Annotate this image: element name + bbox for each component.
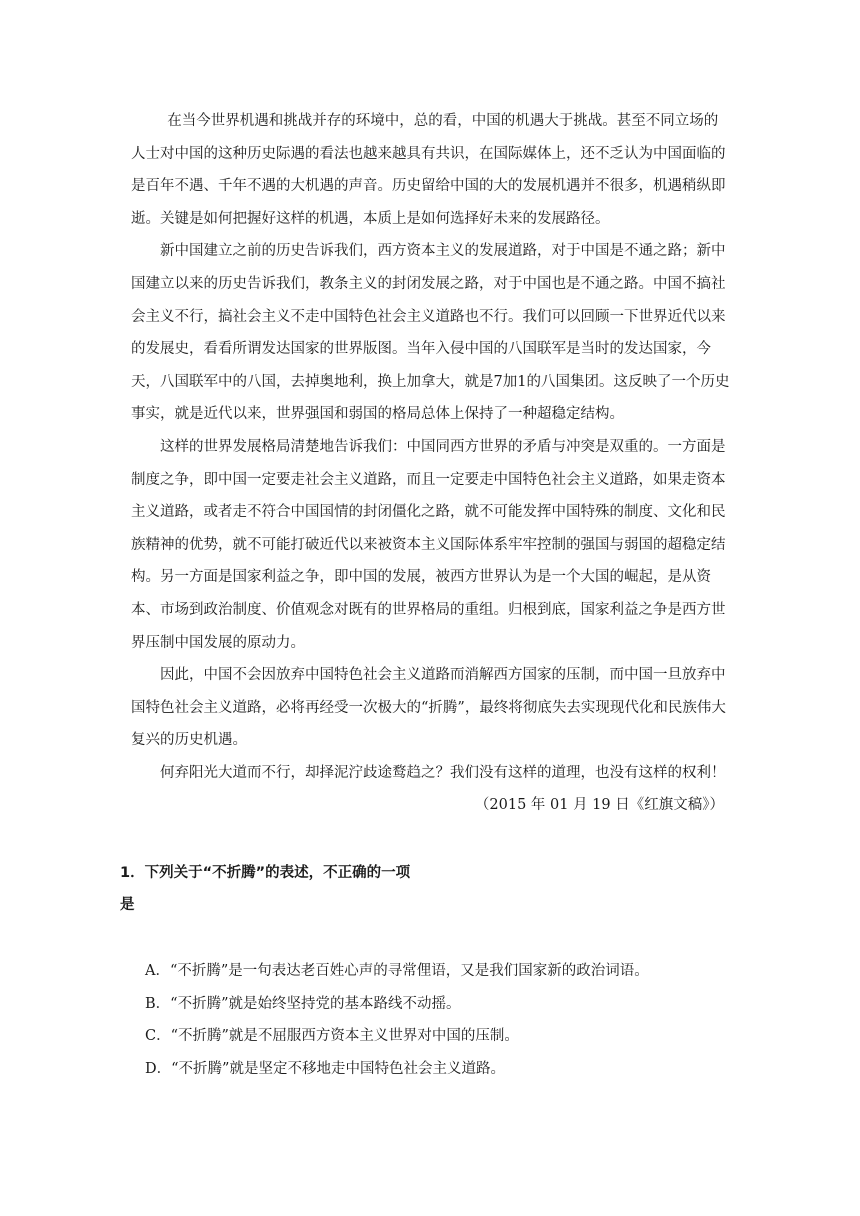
question-stem-continued: 是: [120, 897, 135, 913]
article-paragraph-1: 在当今世界机遇和挑战并存的环境中，总的看，中国的机遇大于挑战。甚至不同立场的人士对中国的这种历史际遇的看法也越来越具有共识，在国际媒体上，还不乏认为中国面临的是百年不遇、千年不遇的大机遇的声音。历史留给中国的大的发展机遇并不很多，机遇稍纵即逝。关键是如何把握好这样的机遇，本质上是如何选择好未来的发展路径。: [131, 113, 726, 227]
option-a: A．“不折腾”是一句表达老百姓心声的寻常俚语，又是我们国家新的政治词语。: [145, 963, 649, 979]
article-body: [131, 105, 731, 822]
answer-options: [145, 955, 745, 1085]
question-stem: 1．下列关于“不折腾”的表述，不正确的一项: [120, 865, 411, 881]
article-paragraph-4: 因此，中国不会因放弃中国特色社会主义道路而消解西方国家的压制，而中国一旦放弃中国特色社会主义道路，必将再经受一次极大的“折腾”，最终将彻底失去实现现代化和民族伟大复兴的历史机遇。: [131, 667, 726, 749]
option-c: C．“不折腾”就是不屈服西方资本主义世界对中国的压制。: [145, 1028, 519, 1044]
article-paragraph-3: 这样的世界发展格局清楚地告诉我们：中国同西方世界的矛盾与冲突是双重的。一方面是制度之争，即中国一定要走社会主义道路，而且一定要走中国特色社会主义道路，如果走资本主义道路，或者走不符合中国国情的封闭僵化之路，就不可能发挥中国特殊的制度、文化和民族精神的优势，就不可能打破近代以来被资本主义国际体系牢牢控制的强国与弱国的超稳定结构。另一方面是国家利益之争，即中国的发展，被西方世界认为是一个大国的崛起，是从资本、市场到政治制度、价值观念对既有的世界格局的重组。归根到底，国家利益之争是西方世界压制中国发展的原动力。: [131, 438, 726, 651]
option-b: B．“不折腾”就是始终坚持党的基本路线不动摇。: [145, 995, 461, 1012]
question-1: [120, 857, 740, 921]
option-d: D．“不折腾”就是坚定不移地走中国特色社会主义道路。: [145, 1060, 505, 1077]
article-paragraph-2: 新中国建立之前的历史告诉我们，西方资本主义的发展道路，对于中国是不通之路；新中国建立以来的历史告诉我们，教条主义的封闭发展之路，对于中国也是不通之路。中国不搞社会主义不行，搞社会主义不走中国特色社会主义道路也不行。我们可以回顾一下世界近代以来的发展史，看看所谓发达国家的世界版图。当年入侵中国的八国联军是当时的发达国家，今天，八国联军中的八国，去掉奥地利，换上加拿大，就是7加1的八国集团。这反映了一个历史事实，就是近代以来，世界强国和弱国的格局总体上保持了一种超稳定结构。: [131, 243, 730, 423]
article-paragraph-5: 何弃阳光大道而不行，却择泥泞歧途鹜趋之？我们没有这样的道理，也没有这样的权利！: [160, 764, 726, 781]
article-source: （2015 年 01 月 19 日《红旗文稿》）: [474, 797, 724, 814]
